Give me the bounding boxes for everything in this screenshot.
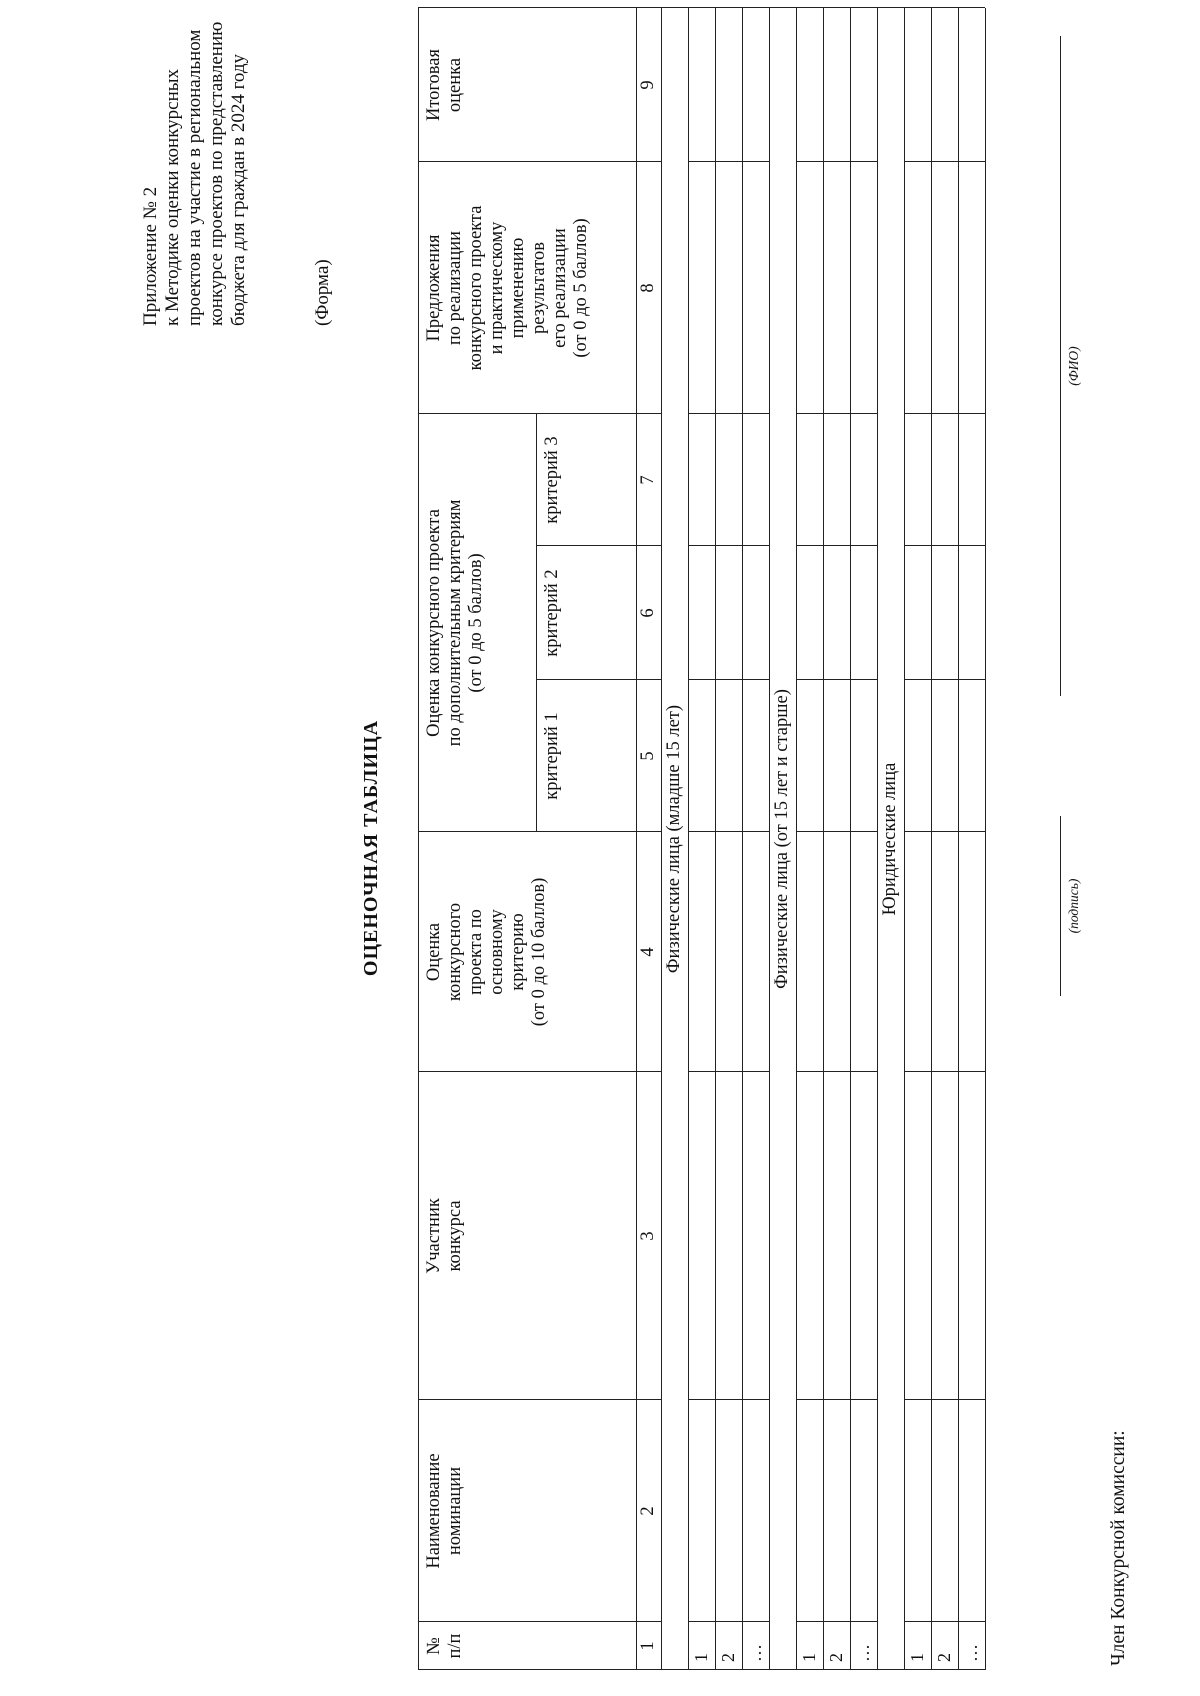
table-rule [796,831,877,832]
table-rule [985,8,986,1670]
table-rule [904,1621,985,1622]
table-rule [904,8,905,1670]
header-additional-criteria-line: (от 0 до 5 баллов) [466,553,486,693]
header-proposals-line: результатов [529,242,549,334]
table-rule [688,1071,769,1072]
header-nomination-line: номинации [445,1466,465,1556]
header-additional-criteria [424,414,487,832]
signature-line [1060,816,1061,996]
column-number: 9 [638,80,658,90]
table-rule [796,1621,877,1622]
header-criterion-3: критерий 3 [542,436,562,524]
column-number: 2 [638,1506,658,1516]
appendix-note [140,6,250,326]
column-number: 8 [638,283,658,293]
table-rule [904,831,985,832]
table-rule [796,413,877,414]
header-main-score-line: (от 0 до 10 баллов) [529,877,549,1027]
header-main-score-line: конкурсного [445,902,465,1002]
table-rule [661,8,662,1670]
column-number: 5 [638,751,658,761]
table-rule [850,8,851,1670]
column-number: 6 [638,608,658,618]
table-rule [418,413,661,414]
document-title: ОЦЕНОЧНАЯ ТАБЛИЦА [360,719,382,977]
column-number: 7 [638,475,658,485]
table-rule [418,1669,985,1670]
column-number: 4 [638,947,658,957]
header-proposals-line: применению [508,237,528,339]
table-rule [688,8,689,1670]
section-title: Юридические лица [880,762,900,916]
header-final-line: оценка [445,57,465,113]
row-number: 2 [826,1653,846,1662]
row-number: 1 [907,1653,927,1662]
appendix-line: к Методике оценки конкурсных [162,68,183,326]
header-proposals [424,162,592,414]
header-num [424,1622,466,1670]
evaluation-table [418,8,1040,1670]
appendix-line: проектов на участие в региональном [184,29,205,326]
row-number: … [745,1644,765,1662]
row-number: 2 [934,1653,954,1662]
commission-member-label: Член Конкурсной комиссии: [1108,1430,1129,1666]
row-number: 1 [691,1653,711,1662]
fio-line [1060,36,1061,696]
header-proposals-line: Предложения [424,234,444,342]
appendix-line: конкурсе проектов по представлению [206,21,227,326]
signature-caption: (подпись) [1066,878,1081,934]
form-label: (Форма) [312,259,333,326]
row-number: … [853,1644,873,1662]
table-rule [688,161,769,162]
fio-caption: (ФИО) [1066,346,1081,386]
table-rule [536,414,537,832]
header-additional-criteria-line: Оценка конкурсного проекта [424,509,444,737]
table-rule [958,8,959,1670]
table-rule [418,1621,661,1622]
header-num-line: № [424,1637,444,1655]
section-title: Физические лица (от 15 лет и старше) [772,689,792,989]
table-rule [688,679,769,680]
table-rule [688,1621,769,1622]
table-rule [796,545,877,546]
appendix-line: Приложение № 2 [140,186,161,326]
column-number: 3 [638,1231,658,1241]
table-rule [715,8,716,1670]
header-participant [424,1072,466,1400]
appendix-line: бюджета для граждан в 2024 году [228,53,249,326]
table-rule [636,8,637,1670]
row-number: … [961,1644,981,1662]
header-participant-line: Участник [424,1198,444,1274]
header-main-score-line: Оценка [424,922,444,982]
header-participant-line: конкурса [445,1200,465,1272]
table-rule [796,679,877,680]
table-rule [796,1071,877,1072]
table-rule [418,831,661,832]
header-criterion-1: критерий 1 [542,712,562,800]
table-rule [418,161,661,162]
table-rule [418,1071,661,1072]
header-main-score [424,832,550,1072]
header-final-line: Итоговая [424,48,444,122]
header-proposals-line: конкурсного проекта [466,205,486,371]
table-rule [904,1071,985,1072]
table-rule [823,8,824,1670]
table-rule [904,679,985,680]
table-rule [536,545,661,546]
section-title: Физические лица (младше 15 лет) [664,704,684,974]
table-rule [688,413,769,414]
table-rule [742,8,743,1670]
table-rule [796,161,877,162]
table-rule [688,1399,769,1400]
header-num-line: п/п [445,1633,465,1659]
table-rule [688,831,769,832]
header-proposals-line: его реализации [550,228,570,348]
column-number: 1 [638,1641,658,1651]
table-rule [418,1399,661,1400]
header-criterion-2: критерий 2 [542,569,562,657]
table-rule [536,679,661,680]
header-main-score-line: проекта по [466,909,486,995]
table-rule [931,8,932,1670]
table-rule [904,413,985,414]
header-additional-criteria-line: по дополнительным критериям [445,499,465,747]
table-rule [418,8,419,1670]
table-rule [418,7,985,8]
table-rule [904,161,985,162]
header-nomination [424,1400,466,1622]
table-rule [796,8,797,1670]
table-rule [904,545,985,546]
header-nomination-line: Наименование [424,1453,444,1569]
header-proposals-line: и практическому [487,221,507,355]
table-rule [877,8,878,1670]
header-proposals-line: по реализации [445,230,465,346]
header-main-score-line: основному [487,909,507,995]
row-number: 1 [799,1653,819,1662]
header-main-score-line: критерию [508,913,528,991]
table-rule [688,545,769,546]
header-proposals-line: (от 0 до 5 баллов) [571,218,591,358]
table-rule [904,1399,985,1400]
table-rule [769,8,770,1670]
header-final [424,8,466,162]
row-number: 2 [718,1653,738,1662]
table-rule [796,1399,877,1400]
